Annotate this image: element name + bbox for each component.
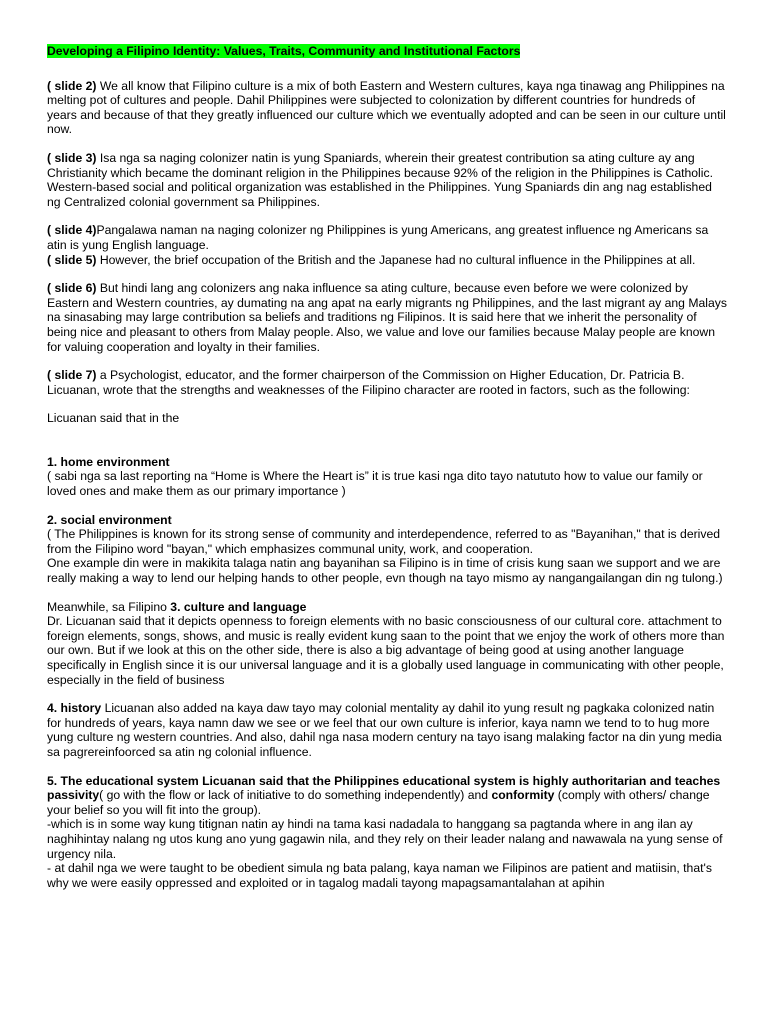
slide-7-text: a Psychologist, educator, and the former chairperson of the Commission on Higher Education, Dr. Patricia B. Licuanan, wrote that the strengths and weaknesses of the Filipino character are rooted in factors, such as the following: bbox=[47, 368, 690, 397]
factor-4-heading: 4. history bbox=[47, 701, 102, 716]
factor-2-heading-text: 2. social environment bbox=[47, 512, 172, 527]
factor-5-bold-2: conformity bbox=[491, 788, 555, 803]
factor-1-heading bbox=[47, 455, 727, 470]
document-title: Developing a Filipino Identity: Values, Traits, Community and Institutional Factors bbox=[47, 44, 521, 58]
factor-1-text: ( sabi nga sa last reporting na “Home is Where the Heart is” it is true kasi nga dito tayo natututo how to value our family or loved ones and make them as our primary importance ) bbox=[47, 469, 703, 499]
paragraph-slide-2 bbox=[47, 79, 727, 137]
slide-3-label: ( slide 3) bbox=[47, 150, 97, 165]
paragraph-slide-5 bbox=[47, 253, 727, 268]
factor-1-heading-text: 1. home environment bbox=[47, 454, 170, 469]
slide-7-label: ( slide 7) bbox=[47, 368, 97, 383]
paragraph-slide-7 bbox=[47, 368, 727, 397]
slide-3-text: Isa nga sa naging colonizer natin is yung Spaniards, wherein their greatest contribution sa ating culture ay ang Christianity which became the dominant religion in the Philippines because 92% of the religion in the Philippines is Catholic. Western-based social and political organization was established in the Philippines. Yung Spaniards din ang nag established ng Centralized colonial government sa Philippines. bbox=[47, 150, 713, 209]
factor-2-heading bbox=[47, 513, 727, 528]
factor-3-heading bbox=[47, 600, 727, 615]
factor-2-text-1: ( The Philippines is known for its strong sense of community and interdependence, referred to as "Bayanihan," that is derived from the Filipino word "bayan," which emphasizes communal unity, work, and cooperation. bbox=[47, 527, 721, 556]
factor-5-bullet-2: - at dahil nga we were taught to be obedient simula ng bata palang, kaya naman we Filipinos are patient and matiisin, that's why we were easily oppressed and exploited or in tagalog madali tayong mapagsamantalahan at apihin bbox=[47, 861, 712, 890]
factor-5-text-1: ( go with the flow or lack of initiative to do something independently) and bbox=[99, 788, 492, 803]
slide-6-label: ( slide 6) bbox=[47, 281, 97, 296]
slide-2-text: We all know that Filipino culture is a mix of both Eastern and Western cultures, kaya nga tinawag ang Philippines na melting pot of cultures and people. Dahil Philippines were subjected to colonization by different countries for hundreds of years and because of that they greatly influenced our culture which we eventually adopted and can be seen in our culture until now. bbox=[47, 78, 726, 137]
factor-5-bullet-1: -which is in some way kung titignan natin ay hindi na tama kasi nadadala to hanggang sa pagtanda where in ang ilan ay naghihintay nalang ng utos kung ano yung gagawin nila, and they rely on their leader nalang and nawawala na yung sense of urgency nila. bbox=[47, 817, 723, 861]
paragraph-factor-5 bbox=[47, 774, 727, 818]
slide-5-text: However, the brief occupation of the British and the Japanese had no cultural influence in the Philippines at all. bbox=[96, 252, 696, 267]
licuanan-intro: Licuanan said that in the bbox=[47, 411, 180, 426]
slide-5-label: ( slide 5) bbox=[47, 252, 97, 267]
factor-2-text-2: One example din were in makikita talaga natin ang bayanihan sa Filipino is in time of crisis kung saan we support and we are really making a way to lend our helping hands to other people, evn though na tayo mismo ay nangangailangan din ng tulong.) bbox=[47, 556, 723, 586]
paragraph-factor-4 bbox=[47, 701, 727, 759]
slide-4-label: ( slide 4) bbox=[47, 223, 97, 238]
slide-4-text: Pangalawa naman na naging colonizer ng Philippines is yung Americans, ang greatest influence ng Americans sa atin is yung English language. bbox=[47, 223, 709, 252]
factor-5-text-2: (comply with others/ change your belief so you will fit into the group). bbox=[47, 788, 710, 817]
factor-3-prefix: Meanwhile, sa Filipino bbox=[47, 599, 171, 614]
document-page bbox=[47, 44, 727, 890]
factor-5-heading: 5. The educational system Licuanan said that the Philippines educational system is highly authoritarian and teaches passivity bbox=[47, 773, 721, 803]
slide-2-label: ( slide 2) bbox=[47, 78, 97, 93]
factor-3-text: Dr. Licuanan said that it depicts openness to foreign elements with no basic consciousness of our cultural core. attachment to foreign elements, songs, shows, and music is really evident kung saan to the point that we enjoy the work of others more than our own. But if we look at this on the other side, there is also a big advantage of being good at using another language specifically in English since it is our universal language and it is a globally used language in communicating with other people, especially in the field of business bbox=[47, 614, 725, 687]
factor-3-heading-text: 3. culture and language bbox=[170, 599, 307, 614]
paragraph-slide-3 bbox=[47, 151, 727, 209]
paragraph-slide-4 bbox=[47, 223, 727, 252]
slide-6-text: But hindi lang ang colonizers ang naka influence sa ating culture, because even before we were colonized by Eastern and Western countries, ay dumating na ang apat na early migrants ng Philippines, and the last migrant ay ang Malays na sinasabing may large contribution sa beliefs and traditions ng Filipinos. It is said here that we inherit the personality of being nice and pleasant to others from Malay people. Also, we value and love our families because Malay people are known for valuing cooperation and loyalty in their families. bbox=[47, 281, 727, 354]
factor-4-text: Licuanan also added na kaya daw tayo may colonial mentality ay dahil ito yung result ng pagkaka colonized natin for hundreds of years, kaya namn daw we see or we feel that our own culture is inferior, kaya namn we tend to to hug more yung culture ng western countries. And also, dahil nga nasa modern century na tayo isang malaking factor na din yung media sa pagrereinfoorced sa atin ng colonial influence. bbox=[47, 701, 722, 759]
title-line bbox=[47, 44, 727, 59]
paragraph-slide-6 bbox=[47, 281, 727, 354]
